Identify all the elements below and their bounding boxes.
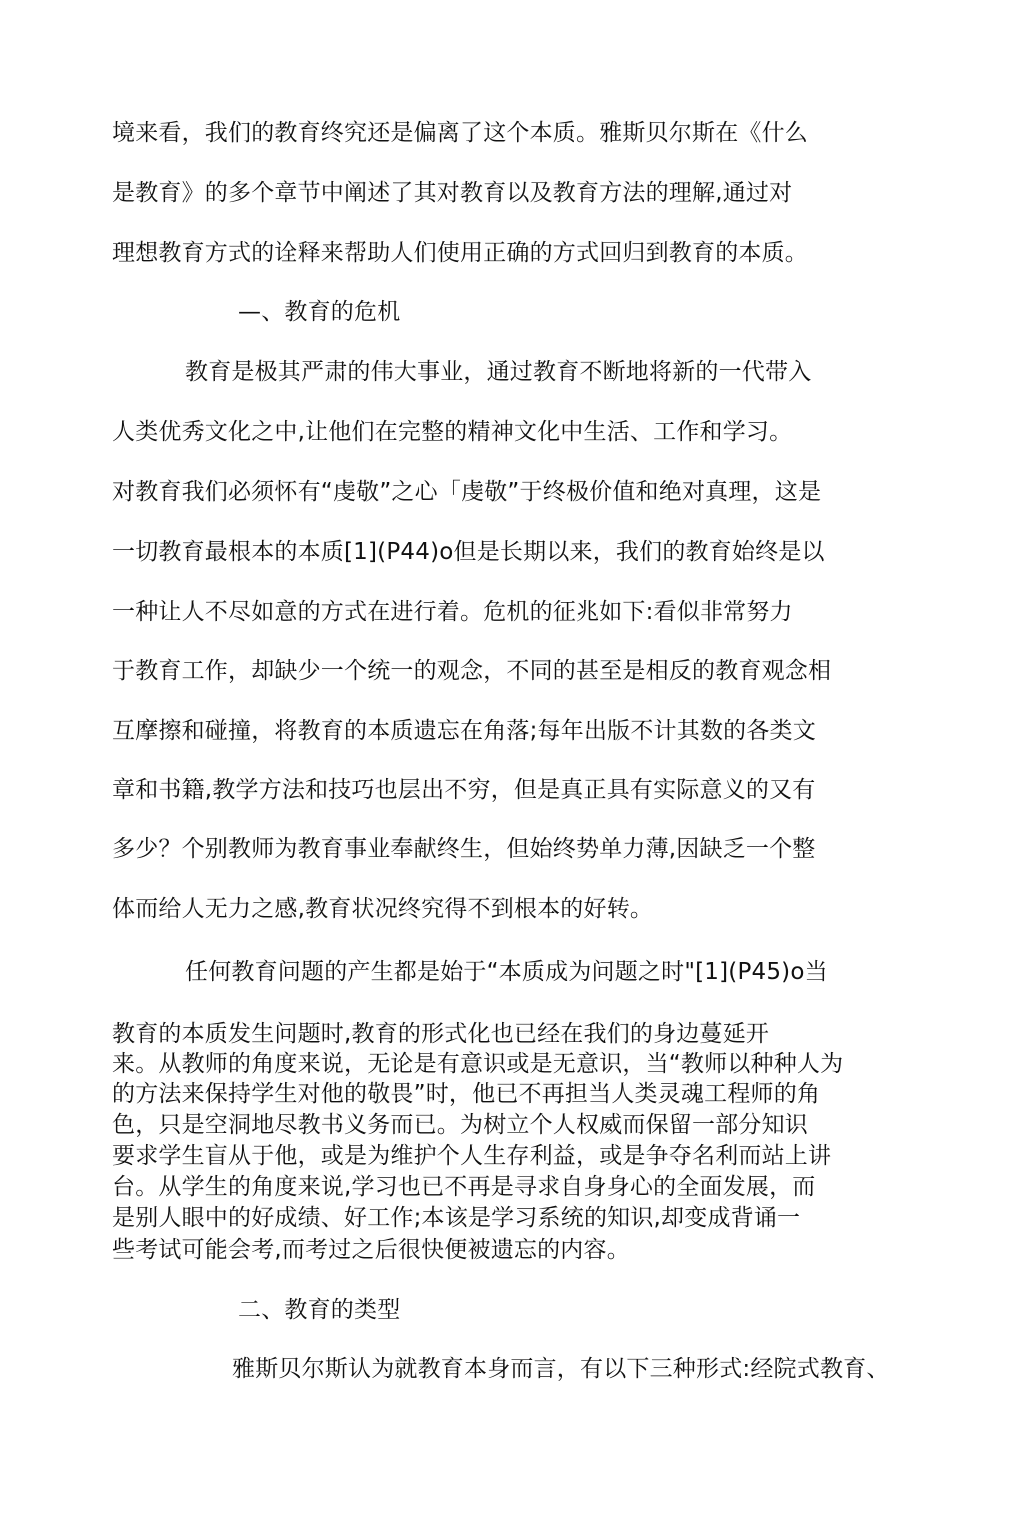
paragraph-line: 多少？个别教师为教育事业奉献终生，但始终势单力薄,因缺乏一个整 xyxy=(112,836,816,862)
paragraph-line: 是别人眼中的好成绩、好工作;本该是学习系统的知识,却变成背诵一 xyxy=(112,1205,801,1231)
paragraph-line: 理想教育方式的诠释来帮助人们使用正确的方式回归到教育的本质。 xyxy=(112,240,808,266)
paragraph-line: 任何教育问题的产生都是始于“本质成为问题之时"[1](P45)o当 xyxy=(185,959,828,985)
paragraph-line: 是教育》的多个章节中阐述了其对教育以及教育方法的理解,通过对 xyxy=(112,180,793,206)
paragraph-line: 来。从教师的角度来说，无论是有意识或是无意识，当“教师以种种人为 xyxy=(112,1051,844,1077)
paragraph-line: 境来看，我们的教育终究还是偏离了这个本质。雅斯贝尔斯在《什么 xyxy=(112,120,808,146)
paragraph-line: 雅斯贝尔斯认为就教育本身而言，有以下三种形式:经院式教育、 xyxy=(232,1356,890,1382)
paragraph-line: 教育的本质发生问题时,教育的形式化也已经在我们的身边蔓延开 xyxy=(112,1021,770,1047)
paragraph-line: 一种让人不尽如意的方式在进行着。危机的征兆如下:看似非常努力 xyxy=(112,599,793,625)
paragraph-line: 体而给人无力之感,教育状况终究得不到根本的好转。 xyxy=(112,896,654,922)
section-heading: 二、教育的类型 xyxy=(238,1297,401,1323)
paragraph-line: 教育是极其严肃的伟大事业，通过教育不断地将新的一代带入 xyxy=(185,359,812,385)
paragraph-line: 于教育工作，却缺少一个统一的观念，不同的甚至是相反的教育观念相 xyxy=(112,658,832,684)
paragraph-line: 章和书籍,教学方法和技巧也层出不穷，但是真正具有实际意义的又有 xyxy=(112,777,816,803)
paragraph-line: 台。从学生的角度来说,学习也已不再是寻求自身身心的全面发展，而 xyxy=(112,1174,816,1200)
paragraph-line: 对教育我们必须怀有“虔敬”之心「虔敬”于终极价值和绝对真理，这是 xyxy=(112,479,822,505)
paragraph-line: 人类优秀文化之中,让他们在完整的精神文化中生活、工作和学习。 xyxy=(112,419,793,445)
paragraph-line: 色，只是空洞地尽教书义务而已。为树立个人权威而保留一部分知识 xyxy=(112,1112,808,1138)
paragraph-line: 些考试可能会考,而考过之后很快便被遗忘的内容。 xyxy=(112,1237,630,1263)
paragraph-line: 的方法来保持学生对他的敬畏”时，他已不再担当人类灵魂工程师的角 xyxy=(112,1081,821,1107)
paragraph-line: 互摩擦和碰撞，将教育的本质遗忘在角落;每年出版不计其数的各类文 xyxy=(112,718,816,744)
paragraph-line: 一切教育最根本的本质[1](P44)o但是长期以来，我们的教育始终是以 xyxy=(112,539,825,565)
paragraph-line: 要求学生盲从于他，或是为维护个人生存利益，或是争夺名利而站上讲 xyxy=(112,1143,832,1169)
section-heading: —、教育的危机 xyxy=(238,299,401,325)
